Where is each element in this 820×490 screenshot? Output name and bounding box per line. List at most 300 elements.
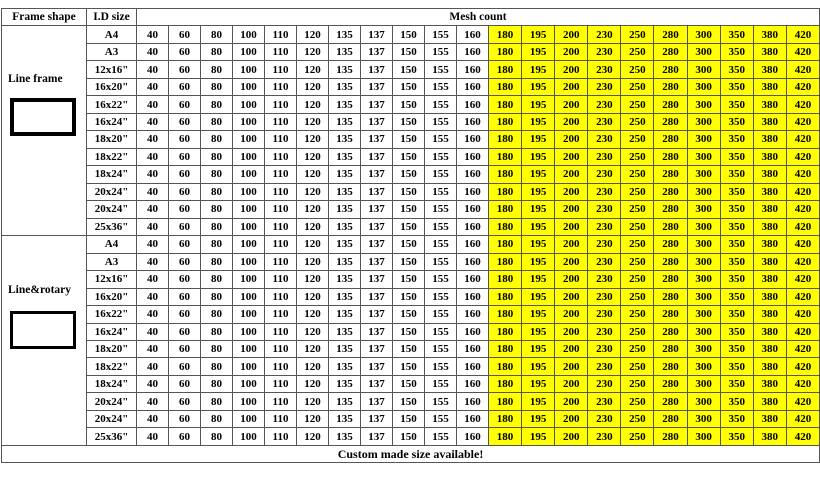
mesh-count-cell: 150	[393, 271, 425, 288]
mesh-count-cell: 160	[457, 148, 489, 165]
mesh-count-cell: 40	[137, 393, 169, 410]
mesh-count-cell: 250	[621, 148, 654, 165]
mesh-count-cell: 420	[786, 96, 819, 113]
mesh-count-cell: 420	[786, 43, 819, 60]
mesh-count-cell: 420	[786, 358, 819, 375]
table-row	[2, 61, 820, 78]
mesh-count-cell: 200	[555, 148, 588, 165]
mesh-count-cell: 135	[329, 183, 361, 200]
mesh-count-cell: 280	[654, 393, 687, 410]
mesh-count-table	[1, 8, 820, 463]
mesh-count-cell: 110	[265, 236, 297, 253]
mesh-count-cell: 110	[265, 26, 297, 43]
mesh-count-cell: 60	[169, 271, 201, 288]
id-size-cell: 20x24"	[87, 410, 137, 427]
mesh-count-cell: 180	[489, 236, 522, 253]
mesh-count-cell: 200	[555, 341, 588, 358]
table-row	[2, 131, 820, 148]
mesh-count-cell: 180	[489, 61, 522, 78]
mesh-count-cell: 40	[137, 288, 169, 305]
mesh-count-cell: 280	[654, 288, 687, 305]
mesh-count-cell: 420	[786, 61, 819, 78]
mesh-count-cell: 300	[687, 306, 720, 323]
mesh-count-cell: 195	[522, 358, 555, 375]
mesh-count-cell: 60	[169, 78, 201, 95]
mesh-count-cell: 420	[786, 218, 819, 236]
mesh-count-cell: 280	[654, 218, 687, 236]
mesh-count-cell: 195	[522, 96, 555, 113]
mesh-count-cell: 60	[169, 358, 201, 375]
mesh-count-cell: 137	[361, 288, 393, 305]
table-row	[2, 26, 820, 43]
mesh-count-cell: 195	[522, 201, 555, 218]
mesh-count-cell: 230	[588, 306, 621, 323]
mesh-count-cell: 200	[555, 288, 588, 305]
mesh-count-header: Mesh count	[137, 9, 820, 26]
mesh-count-cell: 200	[555, 183, 588, 200]
table-row	[2, 271, 820, 288]
mesh-count-cell: 250	[621, 61, 654, 78]
mesh-count-cell: 160	[457, 166, 489, 183]
mesh-count-cell: 195	[522, 218, 555, 236]
mesh-count-cell: 100	[233, 96, 265, 113]
mesh-count-cell: 380	[753, 113, 786, 130]
mesh-count-cell: 120	[297, 201, 329, 218]
mesh-count-cell: 40	[137, 271, 169, 288]
mesh-count-cell: 150	[393, 96, 425, 113]
mesh-count-cell: 80	[201, 201, 233, 218]
mesh-count-cell: 100	[233, 410, 265, 427]
mesh-count-cell: 80	[201, 148, 233, 165]
mesh-count-cell: 380	[753, 271, 786, 288]
mesh-count-cell: 110	[265, 341, 297, 358]
id-size-cell: A4	[87, 236, 137, 253]
mesh-count-cell: 150	[393, 78, 425, 95]
mesh-count-cell: 380	[753, 236, 786, 253]
mesh-count-cell: 160	[457, 131, 489, 148]
mesh-count-cell: 120	[297, 148, 329, 165]
mesh-count-cell: 160	[457, 393, 489, 410]
mesh-count-cell: 200	[555, 61, 588, 78]
mesh-count-cell: 150	[393, 26, 425, 43]
mesh-count-cell: 155	[425, 113, 457, 130]
mesh-count-cell: 280	[654, 306, 687, 323]
mesh-count-cell: 420	[786, 306, 819, 323]
mesh-count-cell: 300	[687, 253, 720, 270]
mesh-count-cell: 380	[753, 96, 786, 113]
mesh-count-cell: 60	[169, 166, 201, 183]
mesh-count-cell: 155	[425, 323, 457, 340]
mesh-count-cell: 380	[753, 43, 786, 60]
mesh-count-cell: 180	[489, 26, 522, 43]
mesh-count-cell: 150	[393, 148, 425, 165]
mesh-count-cell: 40	[137, 96, 169, 113]
frame-shape-header: Frame shape	[2, 9, 87, 26]
mesh-count-cell: 150	[393, 61, 425, 78]
mesh-count-cell: 230	[588, 78, 621, 95]
id-size-cell: 25x36"	[87, 218, 137, 236]
mesh-count-cell: 230	[588, 183, 621, 200]
mesh-count-cell: 420	[786, 253, 819, 270]
mesh-count-cell: 195	[522, 113, 555, 130]
mesh-count-cell: 195	[522, 271, 555, 288]
mesh-count-cell: 195	[522, 393, 555, 410]
mesh-count-cell: 200	[555, 323, 588, 340]
mesh-count-cell: 155	[425, 96, 457, 113]
mesh-count-cell: 137	[361, 341, 393, 358]
mesh-count-cell: 120	[297, 78, 329, 95]
mesh-count-cell: 110	[265, 358, 297, 375]
mesh-count-cell: 137	[361, 61, 393, 78]
mesh-count-cell: 60	[169, 323, 201, 340]
mesh-count-cell: 155	[425, 218, 457, 236]
mesh-count-cell: 280	[654, 201, 687, 218]
mesh-count-cell: 160	[457, 26, 489, 43]
mesh-count-cell: 155	[425, 341, 457, 358]
mesh-count-cell: 230	[588, 236, 621, 253]
mesh-count-cell: 250	[621, 201, 654, 218]
mesh-count-cell: 80	[201, 166, 233, 183]
mesh-count-cell: 180	[489, 218, 522, 236]
mesh-count-cell: 110	[265, 131, 297, 148]
mesh-count-cell: 135	[329, 358, 361, 375]
mesh-count-cell: 135	[329, 61, 361, 78]
mesh-count-cell: 60	[169, 410, 201, 427]
mesh-count-cell: 350	[720, 113, 753, 130]
mesh-count-cell: 180	[489, 341, 522, 358]
mesh-count-cell: 230	[588, 96, 621, 113]
mesh-count-cell: 350	[720, 253, 753, 270]
mesh-count-cell: 120	[297, 306, 329, 323]
mesh-count-cell: 60	[169, 393, 201, 410]
mesh-count-cell: 40	[137, 78, 169, 95]
mesh-count-cell: 100	[233, 375, 265, 392]
mesh-count-cell: 250	[621, 131, 654, 148]
id-size-cell: 25x36"	[87, 428, 137, 446]
mesh-count-cell: 380	[753, 78, 786, 95]
mesh-count-cell: 200	[555, 201, 588, 218]
mesh-count-cell: 40	[137, 113, 169, 130]
mesh-count-cell: 110	[265, 148, 297, 165]
id-size-cell: 16x24"	[87, 113, 137, 130]
mesh-count-cell: 350	[720, 428, 753, 446]
mesh-count-cell: 120	[297, 43, 329, 60]
id-size-cell: 16x22"	[87, 96, 137, 113]
mesh-count-cell: 80	[201, 323, 233, 340]
mesh-count-cell: 110	[265, 271, 297, 288]
table-row	[2, 323, 820, 340]
mesh-count-cell: 80	[201, 358, 233, 375]
mesh-count-cell: 110	[265, 410, 297, 427]
mesh-count-cell: 380	[753, 323, 786, 340]
mesh-count-cell: 60	[169, 306, 201, 323]
mesh-count-cell: 250	[621, 96, 654, 113]
mesh-count-cell: 80	[201, 253, 233, 270]
mesh-count-cell: 230	[588, 253, 621, 270]
mesh-count-cell: 110	[265, 253, 297, 270]
mesh-count-cell: 135	[329, 43, 361, 60]
mesh-count-cell: 420	[786, 410, 819, 427]
mesh-count-cell: 135	[329, 236, 361, 253]
mesh-count-cell: 420	[786, 375, 819, 392]
mesh-count-cell: 80	[201, 236, 233, 253]
mesh-count-cell: 110	[265, 166, 297, 183]
mesh-count-cell: 80	[201, 271, 233, 288]
mesh-count-cell: 250	[621, 393, 654, 410]
table-row	[2, 288, 820, 305]
mesh-count-cell: 100	[233, 358, 265, 375]
mesh-count-cell: 200	[555, 131, 588, 148]
frame-shape-label: Line frame	[8, 73, 63, 86]
mesh-count-cell: 155	[425, 201, 457, 218]
mesh-count-cell: 40	[137, 253, 169, 270]
mesh-count-cell: 420	[786, 236, 819, 253]
mesh-count-cell: 380	[753, 166, 786, 183]
mesh-count-cell: 280	[654, 236, 687, 253]
mesh-count-cell: 80	[201, 131, 233, 148]
mesh-count-cell: 137	[361, 236, 393, 253]
mesh-count-cell: 155	[425, 183, 457, 200]
mesh-count-cell: 380	[753, 306, 786, 323]
mesh-count-cell: 135	[329, 393, 361, 410]
mesh-count-cell: 250	[621, 166, 654, 183]
mesh-count-cell: 80	[201, 43, 233, 60]
mesh-count-cell: 280	[654, 131, 687, 148]
mesh-count-cell: 150	[393, 218, 425, 236]
mesh-count-cell: 200	[555, 166, 588, 183]
mesh-count-cell: 300	[687, 26, 720, 43]
mesh-count-cell: 160	[457, 341, 489, 358]
mesh-count-cell: 180	[489, 113, 522, 130]
mesh-count-cell: 40	[137, 131, 169, 148]
table-row	[2, 375, 820, 392]
mesh-count-cell: 110	[265, 183, 297, 200]
mesh-count-cell: 100	[233, 306, 265, 323]
mesh-count-cell: 200	[555, 26, 588, 43]
mesh-count-cell: 60	[169, 236, 201, 253]
mesh-count-cell: 250	[621, 375, 654, 392]
mesh-count-cell: 200	[555, 43, 588, 60]
mesh-count-cell: 230	[588, 375, 621, 392]
mesh-count-cell: 380	[753, 410, 786, 427]
footer-row	[2, 445, 820, 462]
mesh-count-cell: 200	[555, 253, 588, 270]
mesh-count-cell: 155	[425, 148, 457, 165]
mesh-count-cell: 180	[489, 375, 522, 392]
mesh-count-cell: 350	[720, 201, 753, 218]
mesh-count-cell: 100	[233, 26, 265, 43]
mesh-count-cell: 160	[457, 201, 489, 218]
mesh-count-cell: 155	[425, 43, 457, 60]
mesh-count-cell: 280	[654, 323, 687, 340]
mesh-count-cell: 250	[621, 410, 654, 427]
mesh-count-cell: 200	[555, 218, 588, 236]
table-row	[2, 148, 820, 165]
mesh-count-cell: 195	[522, 323, 555, 340]
mesh-count-cell: 250	[621, 271, 654, 288]
mesh-count-cell: 120	[297, 253, 329, 270]
mesh-count-cell: 40	[137, 428, 169, 446]
mesh-count-cell: 195	[522, 183, 555, 200]
mesh-count-cell: 195	[522, 341, 555, 358]
mesh-count-cell: 350	[720, 26, 753, 43]
mesh-count-cell: 350	[720, 410, 753, 427]
mesh-count-cell: 150	[393, 288, 425, 305]
mesh-count-cell: 280	[654, 96, 687, 113]
mesh-count-cell: 300	[687, 236, 720, 253]
mesh-count-cell: 300	[687, 288, 720, 305]
mesh-count-cell: 350	[720, 358, 753, 375]
mesh-count-cell: 200	[555, 358, 588, 375]
mesh-count-cell: 195	[522, 253, 555, 270]
mesh-count-cell: 160	[457, 113, 489, 130]
mesh-count-cell: 160	[457, 43, 489, 60]
mesh-count-cell: 160	[457, 183, 489, 200]
mesh-count-cell: 135	[329, 288, 361, 305]
mesh-count-cell: 150	[393, 375, 425, 392]
mesh-count-cell: 230	[588, 358, 621, 375]
mesh-count-cell: 160	[457, 78, 489, 95]
mesh-count-cell: 180	[489, 201, 522, 218]
mesh-count-cell: 40	[137, 183, 169, 200]
mesh-count-cell: 80	[201, 393, 233, 410]
mesh-count-cell: 230	[588, 113, 621, 130]
mesh-count-cell: 250	[621, 358, 654, 375]
mesh-count-cell: 155	[425, 428, 457, 446]
mesh-count-cell: 80	[201, 428, 233, 446]
mesh-count-cell: 135	[329, 26, 361, 43]
mesh-count-cell: 120	[297, 271, 329, 288]
mesh-count-cell: 160	[457, 61, 489, 78]
mesh-count-cell: 137	[361, 218, 393, 236]
mesh-count-cell: 380	[753, 201, 786, 218]
mesh-count-cell: 150	[393, 113, 425, 130]
mesh-count-cell: 200	[555, 78, 588, 95]
mesh-count-cell: 150	[393, 183, 425, 200]
mesh-count-cell: 380	[753, 253, 786, 270]
mesh-count-cell: 350	[720, 306, 753, 323]
mesh-count-cell: 120	[297, 96, 329, 113]
table-row	[2, 341, 820, 358]
mesh-count-cell: 60	[169, 183, 201, 200]
mesh-count-cell: 300	[687, 323, 720, 340]
mesh-count-cell: 40	[137, 61, 169, 78]
mesh-count-cell: 120	[297, 218, 329, 236]
mesh-count-cell: 250	[621, 26, 654, 43]
mesh-count-cell: 60	[169, 26, 201, 43]
mesh-count-cell: 80	[201, 61, 233, 78]
mesh-count-cell: 380	[753, 183, 786, 200]
mesh-count-cell: 180	[489, 288, 522, 305]
mesh-count-cell: 420	[786, 183, 819, 200]
mesh-count-cell: 300	[687, 61, 720, 78]
mesh-count-cell: 110	[265, 78, 297, 95]
mesh-count-cell: 280	[654, 148, 687, 165]
id-size-cell: A3	[87, 43, 137, 60]
table-row	[2, 78, 820, 95]
mesh-count-cell: 300	[687, 166, 720, 183]
mesh-count-cell: 280	[654, 61, 687, 78]
table-row	[2, 96, 820, 113]
mesh-count-cell: 110	[265, 375, 297, 392]
mesh-count-cell: 230	[588, 341, 621, 358]
mesh-count-cell: 200	[555, 306, 588, 323]
mesh-count-cell: 200	[555, 96, 588, 113]
mesh-count-cell: 100	[233, 393, 265, 410]
mesh-count-cell: 100	[233, 183, 265, 200]
id-size-cell: 12x16"	[87, 61, 137, 78]
mesh-count-cell: 280	[654, 113, 687, 130]
mesh-count-cell: 160	[457, 96, 489, 113]
mesh-count-cell: 380	[753, 428, 786, 446]
mesh-count-cell: 150	[393, 236, 425, 253]
mesh-count-cell: 300	[687, 131, 720, 148]
id-size-cell: 18x20"	[87, 131, 137, 148]
table-body	[2, 26, 820, 446]
mesh-count-cell: 135	[329, 410, 361, 427]
mesh-count-cell: 137	[361, 323, 393, 340]
mesh-count-cell: 110	[265, 61, 297, 78]
mesh-count-cell: 250	[621, 253, 654, 270]
mesh-count-cell: 60	[169, 96, 201, 113]
mesh-count-cell: 230	[588, 201, 621, 218]
mesh-count-cell: 100	[233, 323, 265, 340]
mesh-count-cell: 100	[233, 78, 265, 95]
mesh-count-cell: 160	[457, 428, 489, 446]
mesh-count-cell: 120	[297, 113, 329, 130]
mesh-count-cell: 250	[621, 428, 654, 446]
mesh-count-cell: 100	[233, 131, 265, 148]
mesh-count-cell: 100	[233, 341, 265, 358]
id-size-cell: 16x20"	[87, 288, 137, 305]
mesh-count-cell: 195	[522, 26, 555, 43]
mesh-count-cell: 420	[786, 148, 819, 165]
mesh-count-cell: 160	[457, 253, 489, 270]
mesh-count-cell: 155	[425, 166, 457, 183]
mesh-count-cell: 137	[361, 393, 393, 410]
mesh-count-cell: 420	[786, 341, 819, 358]
mesh-count-cell: 180	[489, 323, 522, 340]
mesh-count-cell: 137	[361, 253, 393, 270]
mesh-count-cell: 230	[588, 428, 621, 446]
frame-shape-cell	[2, 236, 87, 446]
mesh-count-cell: 195	[522, 78, 555, 95]
mesh-count-cell: 155	[425, 306, 457, 323]
table-row	[2, 218, 820, 236]
mesh-count-cell: 137	[361, 306, 393, 323]
mesh-count-cell: 120	[297, 323, 329, 340]
mesh-count-cell: 200	[555, 410, 588, 427]
mesh-count-cell: 160	[457, 306, 489, 323]
mesh-count-cell: 250	[621, 183, 654, 200]
mesh-count-cell: 280	[654, 341, 687, 358]
mesh-count-cell: 380	[753, 375, 786, 392]
mesh-count-cell: 100	[233, 201, 265, 218]
id-size-header: I.D size	[87, 9, 137, 26]
mesh-count-cell: 150	[393, 166, 425, 183]
mesh-count-cell: 100	[233, 218, 265, 236]
mesh-count-cell: 60	[169, 131, 201, 148]
mesh-count-cell: 150	[393, 201, 425, 218]
table-row	[2, 393, 820, 410]
mesh-count-cell: 60	[169, 341, 201, 358]
mesh-count-cell: 250	[621, 323, 654, 340]
id-size-cell: A4	[87, 26, 137, 43]
table-row	[2, 410, 820, 427]
rotary-frame-icon	[10, 311, 76, 349]
mesh-count-cell: 195	[522, 375, 555, 392]
mesh-count-cell: 350	[720, 131, 753, 148]
